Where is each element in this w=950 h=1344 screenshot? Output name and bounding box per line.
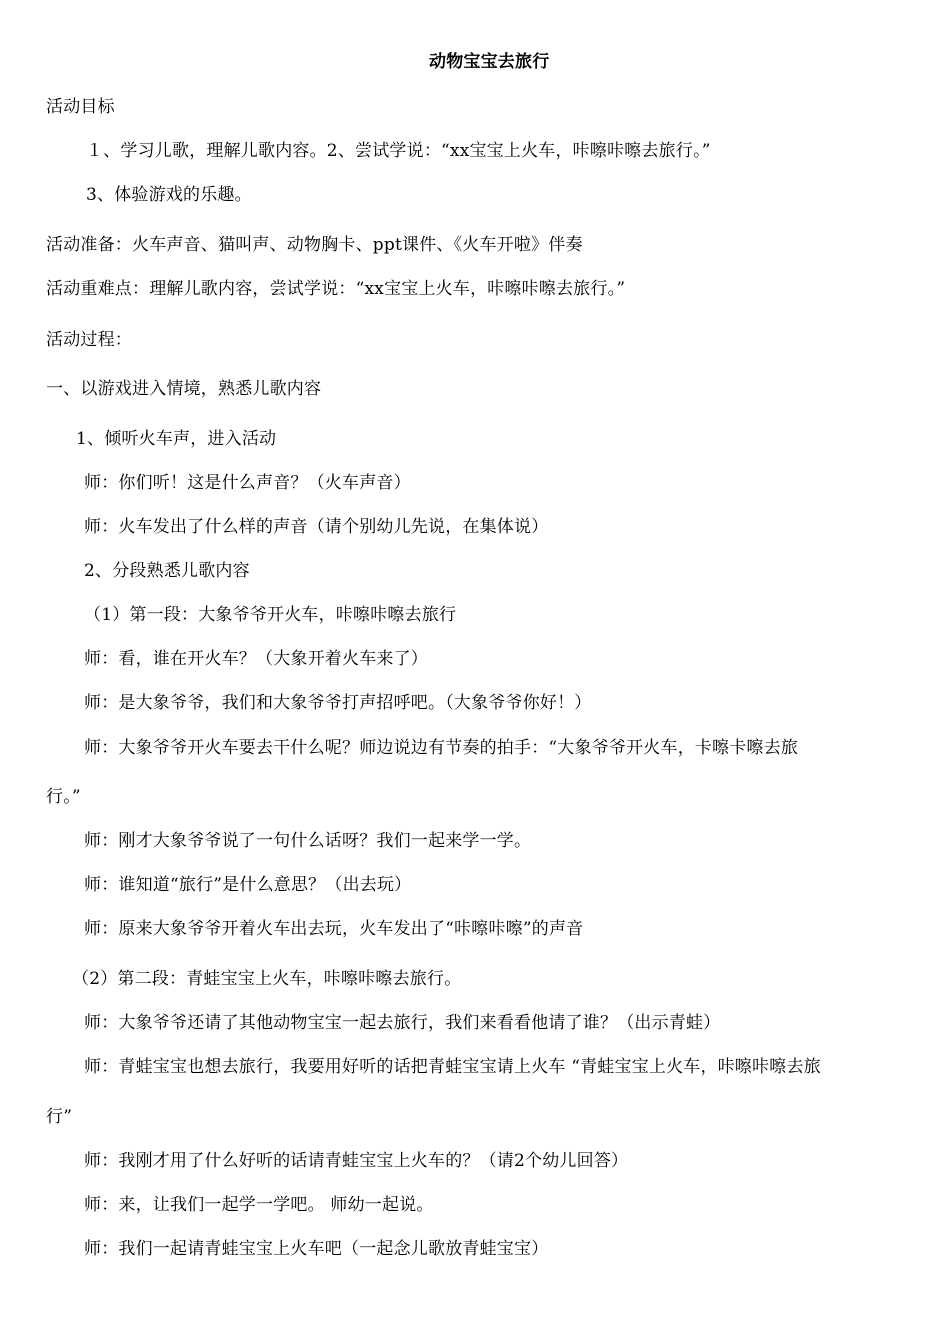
- process-heading: 活动过程：: [46, 330, 132, 350]
- preparation-line: 活动准备：火车声音、猫叫声、动物胸卡、ppt课件、《火车开啦》伴奏: [46, 235, 583, 255]
- dialogue-line: 师：大象爷爷还请了其他动物宝宝一起去旅行，我们来看看他请了谁？（出示青蛙）: [84, 1013, 721, 1033]
- step-2-heading: 2、分段熟悉儿歌内容: [84, 561, 250, 581]
- dialogue-line: 师：是大象爷爷，我们和大象爷爷打声招呼吧。（大象爷爷你好！）: [84, 693, 592, 713]
- step-1-heading: 1、倾听火车声，进入活动: [76, 429, 277, 449]
- dialogue-line-continued: 行”: [46, 1107, 73, 1127]
- segment-2-heading: （2）第二段：青蛙宝宝上火车，咔嚓咔嚓去旅行。: [72, 969, 462, 989]
- dialogue-line: 师：我们一起请青蛙宝宝上火车吧（一起念儿歌放青蛙宝宝）: [84, 1239, 549, 1259]
- key-points-line: 活动重难点：理解儿歌内容，尝试学说：“xx宝宝上火车，咔嚓咔嚓去旅行。”: [46, 279, 626, 299]
- goal-item-3: 3、体验游戏的乐趣。: [86, 185, 252, 205]
- dialogue-line: 师：大象爷爷开火车要去干什么呢？师边说边有节奏的拍手：“大象爷爷开火车，卡嚓卡嚓去旅: [84, 738, 799, 758]
- section-heading-goals: 活动目标: [46, 97, 115, 117]
- dialogue-line: 师：青蛙宝宝也想去旅行，我要用好听的话把青蛙宝宝请上火车 “青蛙宝宝上火车，咔嚓咔嚓去旅: [84, 1057, 821, 1077]
- dialogue-line: 师：看，谁在开火车？（大象开着火车来了）: [84, 649, 428, 669]
- part-one-heading: 一、以游戏进入情境，熟悉儿歌内容: [46, 379, 322, 399]
- dialogue-line: 师：原来大象爷爷开着火车出去玩，火车发出了“咔嚓咔嚓”的声音: [84, 919, 584, 939]
- dialogue-line: 师：你们听！这是什么声音？（火车声音）: [84, 473, 411, 493]
- document-title: 动物宝宝去旅行: [429, 52, 550, 72]
- dialogue-line: 师：我刚才用了什么好听的话请青蛙宝宝上火车的？（请2个幼儿回答）: [84, 1151, 629, 1171]
- dialogue-line: 师：刚才大象爷爷说了一句什么话呀？我们一起来学一学。: [84, 831, 532, 851]
- dialogue-line-continued: 行。”: [46, 787, 81, 807]
- dialogue-line: 师：谁知道“旅行”是什么意思？（出去玩）: [84, 875, 412, 895]
- segment-1-heading: （1）第一段：大象爷爷开火车，咔嚓咔嚓去旅行: [84, 605, 457, 625]
- dialogue-line: 师：来，让我们一起学一学吧。 师幼一起说。: [84, 1195, 434, 1215]
- goal-item-1-2: １、学习儿歌，理解儿歌内容。2、尝试学说：“xx宝宝上火车，咔嚓咔嚓去旅行。”: [86, 141, 711, 161]
- dialogue-line: 师：火车发出了什么样的声音（请个别幼儿先说，在集体说）: [84, 517, 549, 537]
